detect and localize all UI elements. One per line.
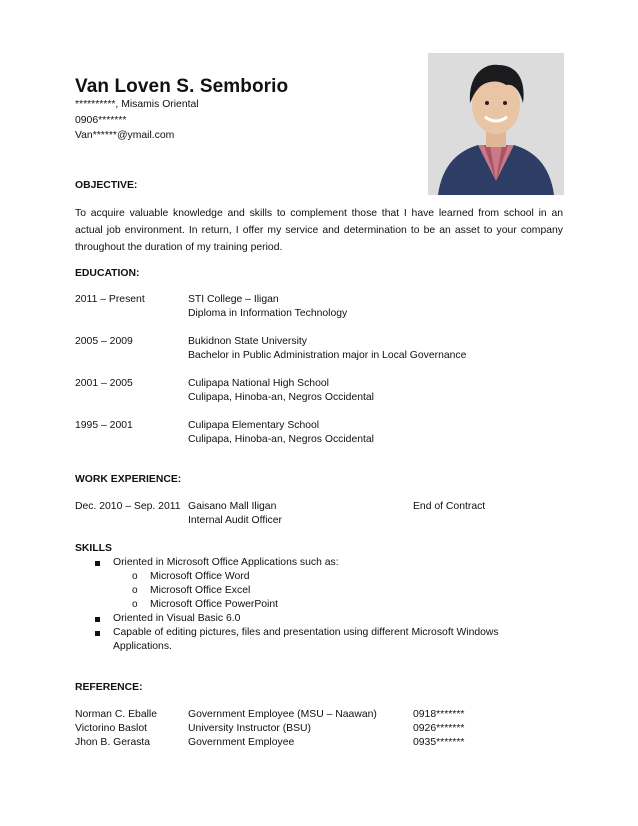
reference-position: Government Employee (MSU – Naawan) bbox=[188, 709, 377, 720]
skill-subitem: Microsoft Office PowerPoint bbox=[150, 599, 279, 610]
circle-bullet-icon: o bbox=[132, 585, 138, 596]
reference-position: University Instructor (BSU) bbox=[188, 723, 311, 734]
person-portrait-icon bbox=[428, 53, 564, 195]
objective-line-3: throughout the duration of my training period. bbox=[75, 242, 283, 253]
education-detail: Bachelor in Public Administration major in Local Governance bbox=[188, 350, 467, 361]
square-bullet-icon bbox=[95, 561, 100, 566]
profile-photo bbox=[428, 53, 564, 195]
objective-line-1: To acquire valuable knowledge and skills to complement those that I have learned from school in an bbox=[75, 208, 563, 219]
work-status: End of Contract bbox=[413, 501, 486, 512]
reference-name: Jhon B. Gerasta bbox=[75, 737, 151, 748]
skill-item-continued: Applications. bbox=[113, 641, 172, 652]
reference-phone: 0918******* bbox=[413, 709, 465, 720]
objective-line-2: actual job environment. In return, I offer my service and determination to be an asset to your company bbox=[75, 225, 563, 236]
skill-item: Oriented in Microsoft Office Applications such as: bbox=[113, 557, 339, 568]
reference-phone: 0926******* bbox=[413, 723, 465, 734]
reference-position: Government Employee bbox=[188, 737, 295, 748]
square-bullet-icon bbox=[95, 617, 100, 622]
work-position: Internal Audit Officer bbox=[188, 515, 282, 526]
reference-name: Victorino Baslot bbox=[75, 723, 148, 734]
reference-name: Norman C. Eballe bbox=[75, 709, 158, 720]
education-years: 2001 – 2005 bbox=[75, 378, 133, 389]
education-detail: Culipapa, Hinoba-an, Negros Occidental bbox=[188, 392, 374, 403]
skill-item: Capable of editing pictures, files and presentation using different Microsoft Windows bbox=[113, 627, 499, 638]
phone-number: 0906******* bbox=[75, 115, 127, 126]
objective-heading: OBJECTIVE: bbox=[75, 180, 138, 191]
reference-heading: REFERENCE: bbox=[75, 682, 143, 693]
email-address: Van******@ymail.com bbox=[75, 130, 175, 141]
education-years: 2011 – Present bbox=[75, 294, 145, 305]
education-school: Culipapa National High School bbox=[188, 378, 329, 389]
education-school: Culipapa Elementary School bbox=[188, 420, 320, 431]
education-years: 2005 – 2009 bbox=[75, 336, 133, 347]
reference-phone: 0935******* bbox=[413, 737, 465, 748]
skill-subitem: Microsoft Office Word bbox=[150, 571, 250, 582]
work-experience-heading: WORK EXPERIENCE: bbox=[75, 474, 182, 485]
address: **********, Misamis Oriental bbox=[75, 99, 199, 110]
education-detail: Culipapa, Hinoba-an, Negros Occidental bbox=[188, 434, 374, 445]
education-detail: Diploma in Information Technology bbox=[188, 308, 348, 319]
education-heading: EDUCATION: bbox=[75, 268, 140, 279]
skill-subitem: Microsoft Office Excel bbox=[150, 585, 251, 596]
education-years: 1995 – 2001 bbox=[75, 420, 133, 431]
skill-item: Oriented in Visual Basic 6.0 bbox=[113, 613, 241, 624]
circle-bullet-icon: o bbox=[132, 571, 138, 582]
circle-bullet-icon: o bbox=[132, 599, 138, 610]
work-company: Gaisano Mall Iligan bbox=[188, 501, 277, 512]
education-school: STI College – Iligan bbox=[188, 294, 279, 305]
education-school: Bukidnon State University bbox=[188, 336, 307, 347]
work-dates: Dec. 2010 – Sep. 2011 bbox=[75, 501, 181, 512]
applicant-name: Van Loven S. Semborio bbox=[75, 76, 289, 97]
skills-heading: SKILLS bbox=[75, 543, 112, 554]
square-bullet-icon bbox=[95, 631, 100, 636]
